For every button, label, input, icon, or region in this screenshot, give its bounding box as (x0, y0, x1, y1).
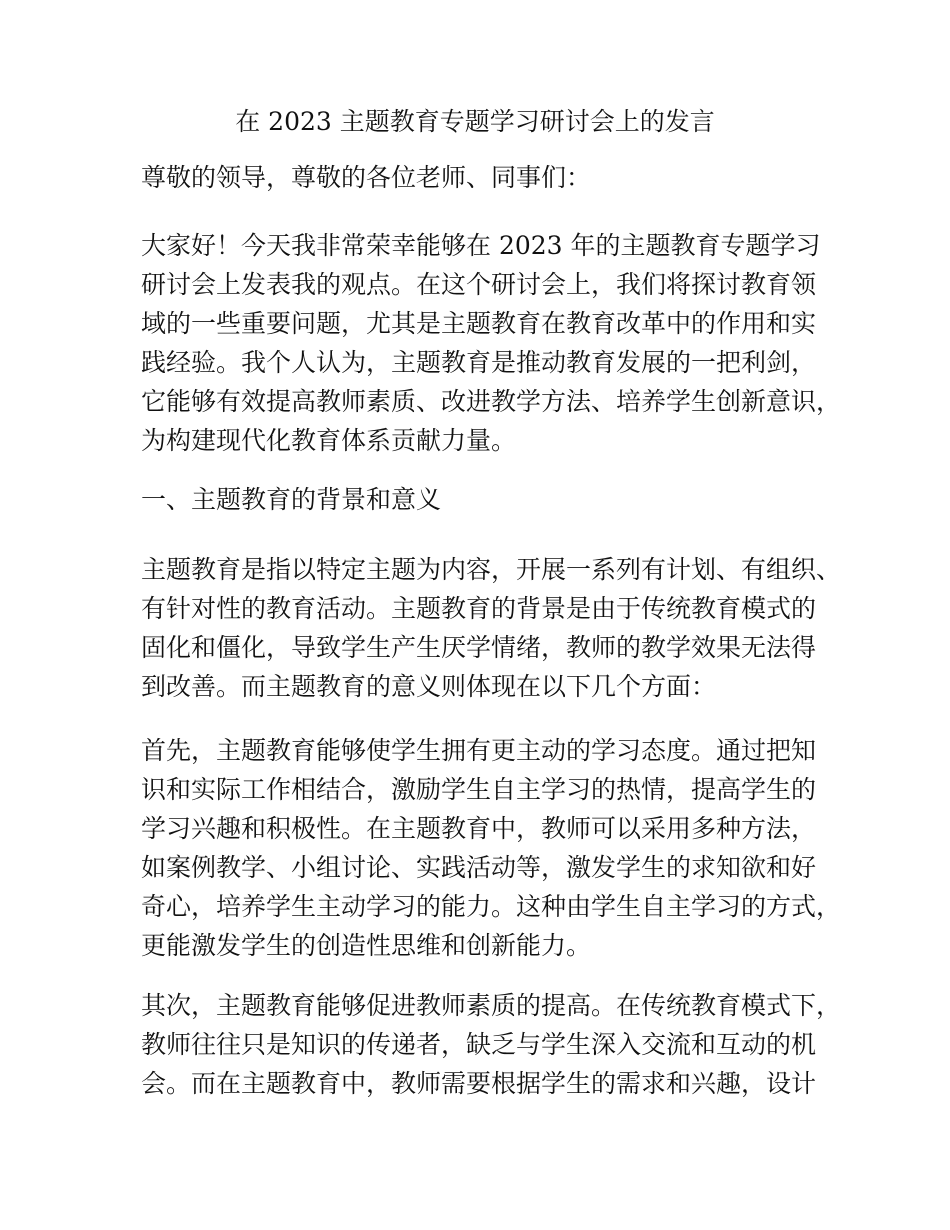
intro-paragraph (141, 226, 841, 460)
text-line: 固化和僵化，导致学生产生厌学情绪，教师的教学效果无法得 (141, 633, 817, 662)
text-line: 识和实际工作相结合，激励学生自主学习的热情，提高学生的 (141, 775, 817, 804)
text-line: 域的一些重要问题，尤其是主题教育在教育改革中的作用和实 (141, 309, 817, 338)
document-title: 在 2023 主题教育专题学习研讨会上的发言 (235, 107, 715, 136)
text-line: 大家好！今天我非常荣幸能够在 2023 年的主题教育专题学习 (141, 231, 821, 260)
text-line: 教师往往只是知识的传递者，缺乏与学生深入交流和互动的机 (141, 1030, 817, 1059)
background-paragraph (141, 550, 841, 706)
text-line: 研讨会上发表我的观点。在这个研讨会上，我们将探讨教育领 (141, 270, 817, 299)
text-line: 首先，主题教育能够使学生拥有更主动的学习态度。通过把知 (141, 736, 817, 765)
text-line: 如案例教学、小组讨论、实践活动等，激发学生的求知欲和好 (141, 853, 817, 882)
text-line: 主题教育是指以特定主题为内容，开展一系列有计划、有组织、 (141, 555, 842, 584)
text-line: 奇心，培养学生主动学习的能力。这种由学生自主学习的方式， (141, 892, 842, 921)
text-line: 有针对性的教育活动。主题教育的背景是由于传统教育模式的 (141, 594, 817, 623)
text-line: 会。而在主题教育中，教师需要根据学生的需求和兴趣，设计 (141, 1069, 817, 1098)
text-line: 到改善。而主题教育的意义则体现在以下几个方面： (141, 672, 717, 701)
text-line: 为构建现代化教育体系贡献力量。 (141, 426, 517, 455)
text-line: 尊敬的领导，尊敬的各位老师、同事们： (141, 163, 592, 192)
text-line: 一、主题教育的背景和意义 (141, 485, 442, 514)
text-line: 其次，主题教育能够促进教师素质的提高。在传统教育模式下， (141, 991, 842, 1020)
first-point-paragraph (141, 731, 841, 965)
text-line: 践经验。我个人认为，主题教育是推动教育发展的一把利剑， (141, 348, 817, 377)
section-heading (141, 480, 841, 519)
text-line: 学习兴趣和积极性。在主题教育中，教师可以采用多种方法， (141, 814, 817, 843)
salutation-paragraph (141, 158, 841, 197)
second-point-paragraph (141, 986, 841, 1103)
text-line: 它能够有效提高教师素质、改进教学方法、培养学生创新意识， (141, 387, 842, 416)
text-line: 更能激发学生的创造性思维和创新能力。 (141, 931, 592, 960)
